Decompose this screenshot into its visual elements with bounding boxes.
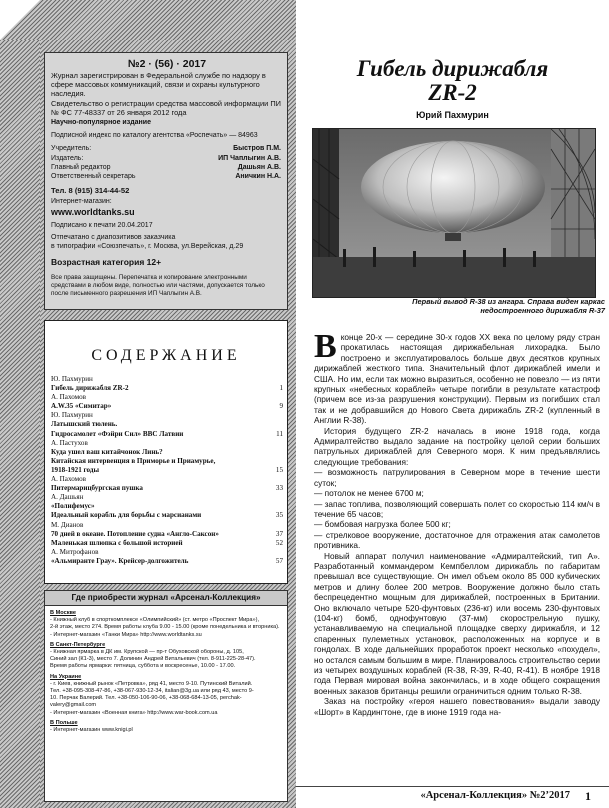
toc-list (51, 375, 281, 566)
shop-line: - Интернет-магазин www.knigi.pl (50, 727, 133, 734)
toc-row[interactable] (51, 521, 283, 530)
toc-entry-title: Гибель дирижабля ZR-2 (51, 384, 129, 393)
toc-row[interactable] (51, 511, 283, 520)
toc-entry-title: 70 дней в океане. Потопление судна «Англо-Саксон» (51, 529, 219, 538)
toc-row[interactable] (51, 493, 283, 502)
toc-entry-page: 1 (279, 384, 283, 393)
toc-row[interactable] (51, 466, 283, 475)
article-title-2: ZR-2 (428, 80, 477, 105)
staff-row: Ответственный секретарь Аничкин Н.А. (51, 173, 281, 181)
paragraph-2: История будущего ZR-2 началась в июне 1918 года, когда Адмиралтейство выдало задание на постройку целой серии больших патрульных дирижаблей для Северного моря. К ним предъявлялись следующие требования: (314, 425, 600, 467)
shop-line: Синий зал (К1-3), место 7. Долинин Андрей Витальевич (тел. 8-911-225-28-47). (50, 656, 256, 663)
toc-entry-page: 11 (276, 429, 283, 438)
toc-entry-title: Китайская интервенция в Приморье и Приамурье, (51, 456, 216, 465)
shop-line: - Книжная ярмарка в ДК им. Крупской — пр-т Обуховской обороны, д. 105, (50, 649, 244, 656)
staff-row: Главный редактор Дашьян А.В. (51, 163, 281, 171)
toc-entry-page: 52 (275, 538, 283, 547)
toc-entry-title: «Альмиранте Грау». Крейсер-долгожитель (51, 556, 189, 565)
toc-row[interactable] (51, 448, 283, 457)
toc-row[interactable] (51, 384, 283, 393)
toc-entry-title: Маленькая шлюпка с большой историей (51, 538, 183, 547)
toc-entry-title: Идеальный корабль для борьбы с марсианами (51, 511, 202, 520)
left-margin-hatch (0, 40, 40, 808)
toc-entry-title: А. Дашьян (51, 493, 84, 502)
toc-row[interactable] (51, 484, 283, 493)
shop-city: В Санкт-Петербурге (50, 641, 106, 648)
requirement-4: — бомбовая нагрузка более 500 кг; (314, 519, 451, 530)
toc-entry-page: 15 (275, 465, 283, 474)
shop-line: 2-й этаж, место 274. Время работы клуба 9.00 - 15.00 (кроме понедельника и вторника). (50, 624, 280, 631)
toc-row[interactable] (51, 439, 283, 448)
imprint-age: Возрастная категория 12+ (51, 257, 162, 268)
toc-row[interactable] (51, 430, 283, 439)
drop-cap: В (314, 332, 337, 365)
toc-row[interactable] (51, 539, 283, 548)
toc-entry-title: М. Дианов (51, 520, 84, 529)
shop-city: В Москве (50, 610, 76, 616)
imprint-signed: Подписано к печати 20.04.2017 (51, 221, 153, 229)
toc-row[interactable] (51, 475, 283, 484)
toc-entry-title: А. Пахомов (51, 393, 87, 402)
photo-caption-2: недостроенного дирижабля R-37 (480, 306, 605, 315)
toc-row[interactable] (51, 557, 283, 566)
toc-entry-title: «Полифемус» (51, 502, 95, 511)
toc-entry-title: Ю. Пахмурин (51, 411, 93, 420)
toc-row[interactable] (51, 502, 283, 511)
shops-heading: Где приобрести журнал «Арсенал-Коллекция» (45, 591, 287, 606)
imprint-box (44, 52, 288, 310)
airship-illustration (313, 129, 595, 297)
toc-row[interactable] (51, 393, 283, 402)
toc-entry-title: А. Митрофанов (51, 547, 99, 556)
shop-line: valery@gmail.com (50, 702, 97, 709)
imprint-website[interactable]: www.worldtanks.su (51, 206, 135, 217)
toc-entry-title: Латышский тюлень. (51, 420, 118, 429)
toc-box (44, 320, 288, 584)
requirement-3: — запас топлива, позволяющий совершать полет со скоростью 114 км/ч в течение 65 часов; (314, 498, 600, 519)
toc-entry-title: А. Пахомов (51, 475, 87, 484)
article-author: Юрий Пахмурин (416, 110, 489, 120)
toc-entry-page: 33 (275, 484, 283, 493)
toc-entry-title: А. Пастухов (51, 438, 88, 447)
imprint-popular: Научно-популярное издание (51, 119, 151, 127)
imprint-printed1: Отпечатано с диапозитивов заказчика (51, 233, 176, 241)
imprint-subscription: Подписной индекс по каталогу агентства «Роспечать» — 84963 (51, 132, 258, 140)
toc-row[interactable] (51, 548, 283, 557)
paragraph-1: конце 20-х — середине 30-х годов XX века по целому ряду стран прокатилась настоящая дирижабельная лихорадка. Было построено и эксплуатировалось больше двух десятков крупных дирижаблей жесткого типа. Значительный флот дирижаблей имели и США. Но им, если так можно выразиться, особенно не повезло — из пяти крупных «небесных кораблей» четыре погибли в результате катастроф (причем все из-за разрушения конструкции). Первым из погибших стал так и не добравшийся до Нового Света дирижабль ZR-2 (купленный в Англии R-38). (314, 332, 600, 426)
imprint-shop-label: Интернет-магазин: (51, 198, 112, 206)
shops-list (45, 606, 287, 734)
toc-entry-title: Куда ушел ваш китайчонок Линь? (51, 447, 163, 456)
toc-row[interactable] (51, 411, 283, 420)
imprint-phone: Тел. 8 (915) 314-44-52 (51, 186, 130, 196)
toc-entry-title: Гидросамолет «Фэйри Сил» ВВС Латвии (51, 429, 184, 438)
toc-row[interactable] (51, 375, 283, 384)
shop-line: - Книжный клуб в спорткомплексе «Олимпийский» (ст. метро «Проспект Мира»), (50, 617, 260, 624)
requirement-5: — стрелковое вооружение, достаточное для отражения атак самолетов противника. (314, 529, 600, 551)
footer-rule (296, 786, 609, 787)
imprint-certificate: Свидетельство о регистрации средства массовой информации ПИ № ФС 77-48337 от 26 января 2012 года (51, 98, 281, 117)
paragraph-4: Заказ на постройку «героя нашего повествования» выдали заводу «Шорт» в Кардингтоне, где в июне 1919 года на- (314, 696, 600, 717)
toc-entry-title: А.W.35 «Симитар» (51, 402, 112, 411)
toc-entry-title: Питермарицбургская пушка (51, 484, 143, 493)
imprint-registration: Журнал зарегистрирован в Федеральной службе по надзору в сфере массовых коммуникаций, связи и охраны культурного наследия. (51, 71, 266, 99)
article-title-1: Гибель дирижабля (356, 56, 549, 81)
page-number: 1 (585, 789, 591, 803)
shop-city: На Украине (50, 673, 82, 680)
toc-entry-page: 57 (275, 556, 283, 565)
shop-line: - Интернет-магазин «Танки Мира» http://www.worldtanks.su (50, 631, 202, 638)
toc-row[interactable] (51, 457, 283, 466)
article-body (314, 332, 600, 780)
photo-caption-1: Первый вывод R-38 из ангара. Справа виден каркас (412, 297, 605, 306)
airship-photo (312, 128, 596, 298)
imprint-printed2: в типографии «Союзпечать», г. Москва, ул.Верейская, д.29 (51, 243, 244, 251)
shops-box (44, 590, 288, 802)
toc-entry-title: 1918-1921 годы (51, 465, 100, 474)
toc-row[interactable] (51, 530, 283, 539)
toc-heading: СОДЕРЖАНИЕ (91, 347, 241, 364)
toc-row[interactable] (51, 402, 283, 411)
paragraph-3: Новый аппарат получил наименование «Адмиралтейский, тип А». Разработанный коммандером Кемпбеллом дирижабль по габаритам превышал все существующие. Он имел объем около 85 000 кубических метров и длину более 200 метров. Вооружение должно было стать беспрецедентно мощным для дирижаблей, построенных в Британии. Оно включало четыре 520-фунтовых (236-кг) или восемь 230-фунтовых (104-кг) бомб, однофунтовую (37-мм) скорострельную пушку, устанавливаемую на специальной площадке сверху дирижабля, и 12 спаренных пулеметных установок, расположенных на корпусе и в гондолах. В ходе дальнейших проработок проект несколько «похудел», но остался самым большим в мире. Планировалось строительство серии из четырех воздушных кораблей (R-38, R-39, R-40, R-41). В ноябре 1918 года Первая мировая война закончилась, и в ходе общего сокращения военных заказов британцы решили ограничиться одним только R-38. (314, 550, 600, 696)
toc-row[interactable] (51, 420, 283, 429)
footer-journal: «Арсенал-Коллекция» №2’2017 (420, 790, 570, 801)
shop-line: - г. Киев, книжный рынок «Петровка», ряд 41, место 9-10. Путинский Виталий. (50, 680, 253, 687)
shop-city: В Польше (50, 719, 78, 726)
shop-line: Время работы ярмарки: пятница, суббота и воскресенье, 10.00 - 17.00. (50, 663, 236, 670)
staff-row: Издатель: ИП Чаплыгин А.В. (51, 154, 281, 162)
requirement-2: — потолок не менее 6700 м; (314, 488, 424, 499)
issue-number: №2 · (56) · 2017 (127, 58, 207, 70)
imprint-rights: Все права защищены. Перепечатка и копирование электронными средствами в любом виде, полностью или частями, допускается только после письменного разрешения ИП Чаплыгин А.В. (51, 274, 265, 298)
top-white-area (296, 0, 609, 40)
toc-entry-page: 37 (275, 529, 283, 538)
shop-line: Тел. +38-095-308-47-86, +38-067-930-12-34, italian@3g.ua или ряд 43, место 9- (50, 688, 254, 695)
staff-row: Учредитель: Быстров П.М. (51, 145, 281, 153)
shop-line: - Интернет-магазин «Военная книга» http://www.war-book.com.ua (50, 709, 218, 716)
shop-line: 10. Перчак Валерий. Тел. +38-050-106-90-06, +38-068-684-13-05, perchak- (50, 695, 242, 702)
corner-cut (0, 0, 40, 40)
toc-entry-page: 35 (275, 511, 283, 520)
toc-entry-page: 9 (279, 402, 283, 411)
requirement-1: — возможность патрулирования в Северном море в течение шести суток; (314, 467, 600, 488)
toc-entry-title: Ю. Пахмурин (51, 375, 93, 383)
